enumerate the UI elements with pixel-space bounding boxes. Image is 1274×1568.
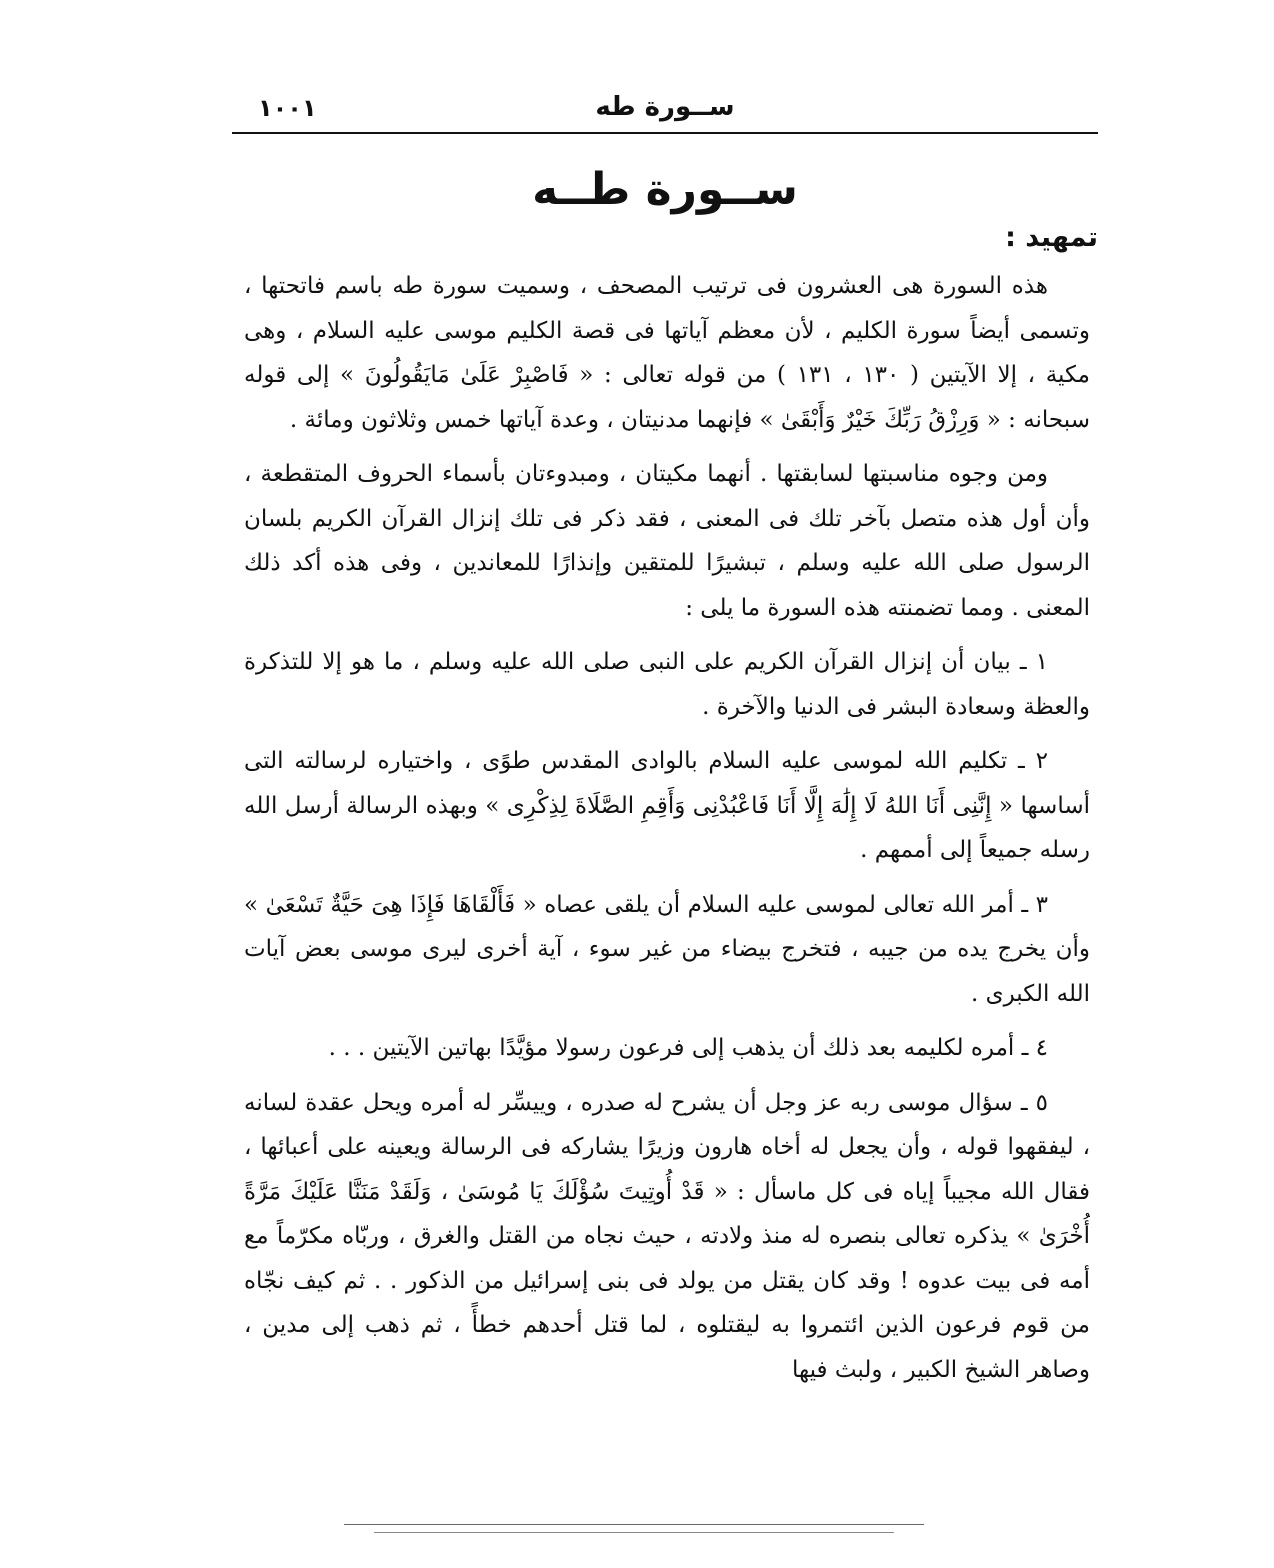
paragraph-intro: هذه السورة هى العشرون فى ترتيب المصحف ، وسميت سورة طه باسم فاتحتها ، وتسمى أيضاً سورة الكليم ، لأن معظم آياتها فى قصة الكليم موسى عليه السلام ، وهى مكية ، إلا الآيتين ( ١٣٠ ، ١٣١ ) من قوله تعالى : « فَاصْبِرْ عَلَىٰ مَايَقُولُونَ » إلى قوله سبحانه : « وَرِزْقُ رَبِّكَ خَيْرٌ وَأَبْقَىٰ » فإنهما مدنيتان ، وعدة آياتها خمس وثلاثون ومائة . — [244, 273, 1091, 433]
point-1: ١ ـ بيان أن إنزال القرآن الكريم على النبى صلى الله عليه وسلم ، ما هو إلا للتذكرة والعظة وسعادة البشر فى الدنيا والآخرة . — [244, 649, 1090, 720]
surah-title: ســورة طــه — [532, 164, 798, 215]
point-3: ٣ ـ أمر الله تعالى لموسى عليه السلام أن يلقى عصاه « فَأَلْقَاهَا فَإِذَا هِىَ حَيَّةٌ تَسْعَىٰ » وأن يخرج يده من جيبه ، فتخرج بيضاء من غير سوء ، آية أخرى ليرى موسى بعض آيات الله الكبرى . — [244, 891, 1090, 1007]
point-2: ٢ ـ تكليم الله لموسى عليه السلام بالوادى المقدس طوًى ، واختياره لرسالته التى أساسها « إِنَّنِى أَنَا اللهُ لَا إِلَٰهَ إِلَّا أَنَا فَاعْبُدْنِى وَأَقِمِ الصَّلَاةَ لِذِكْرِى » وبهذه الرسالة أرسل الله رسله جميعاً إلى أممهم . — [244, 748, 1090, 863]
point-4: ٤ ـ أمره لكليمه بعد ذلك أن يذهب إلى فرعون رسولا مؤيَّدًا بهاتين الآيتين . . . — [328, 1035, 1048, 1061]
point-5: ٥ ـ سؤال موسى ربه عز وجل أن يشرح له صدره ، وييسِّر له أمره ويحل عقدة لسانه ، ليفقهوا قوله ، وأن يجعل له أخاه هارون وزيرًا يشاركه فى الرسالة ويعينه على أعبائها ، فقال الله مجيباً إياه فى كل ماسأل : « قَدْ أُوتِيتَ سُؤْلَكَ يَا مُوسَىٰ ، وَلَقَدْ مَنَنَّا عَلَيْكَ مَرَّةً أُخْرَىٰ » يذكره تعالى بنصره له منذ ولادته ، حيث نجاه من القتل والغرق ، وربّاه مكرّماً مع أمه فى بيت عدوه ! وقد كان يقتل من يولد فى بنى إسرائيل من الذكور . . ثم كيف نجّاه من قوم فرعون الذين ائتمروا به ليقتلوه ، لما قتل أحدهم خطأً ، ثم ذهب إلى مدين ، وصاهر الشيخ الكبير ، ولبث فيها — [244, 1089, 1090, 1383]
bottom-rule-secondary — [374, 1532, 894, 1533]
running-title: ســورة طه — [595, 92, 735, 122]
running-header — [232, 92, 1098, 136]
paragraph-relation: ومن وجوه مناسبتها لسابقتها . أنهما مكيتان ، ومبدوءتان بأسماء الحروف المتقطعة ، وأن أول هذه متصل بآخر تلك فى المعنى ، فقد ذكر فى تلك إنزال القرآن الكريم بلسان الرسول صلى الله عليه وسلم ، تبشيرًا للمتقين وإنذارًا للمعاندين ، وفى هذه أكد ذلك المعنى . ومما تضمنته هذه السورة ما يلى : — [244, 461, 1090, 621]
page-number: ١٠٠١ — [258, 94, 317, 122]
body-text — [244, 264, 1090, 1392]
header-rule — [232, 132, 1098, 134]
bottom-rule — [344, 1524, 924, 1525]
intro-heading: تمهيد : — [1005, 222, 1098, 253]
